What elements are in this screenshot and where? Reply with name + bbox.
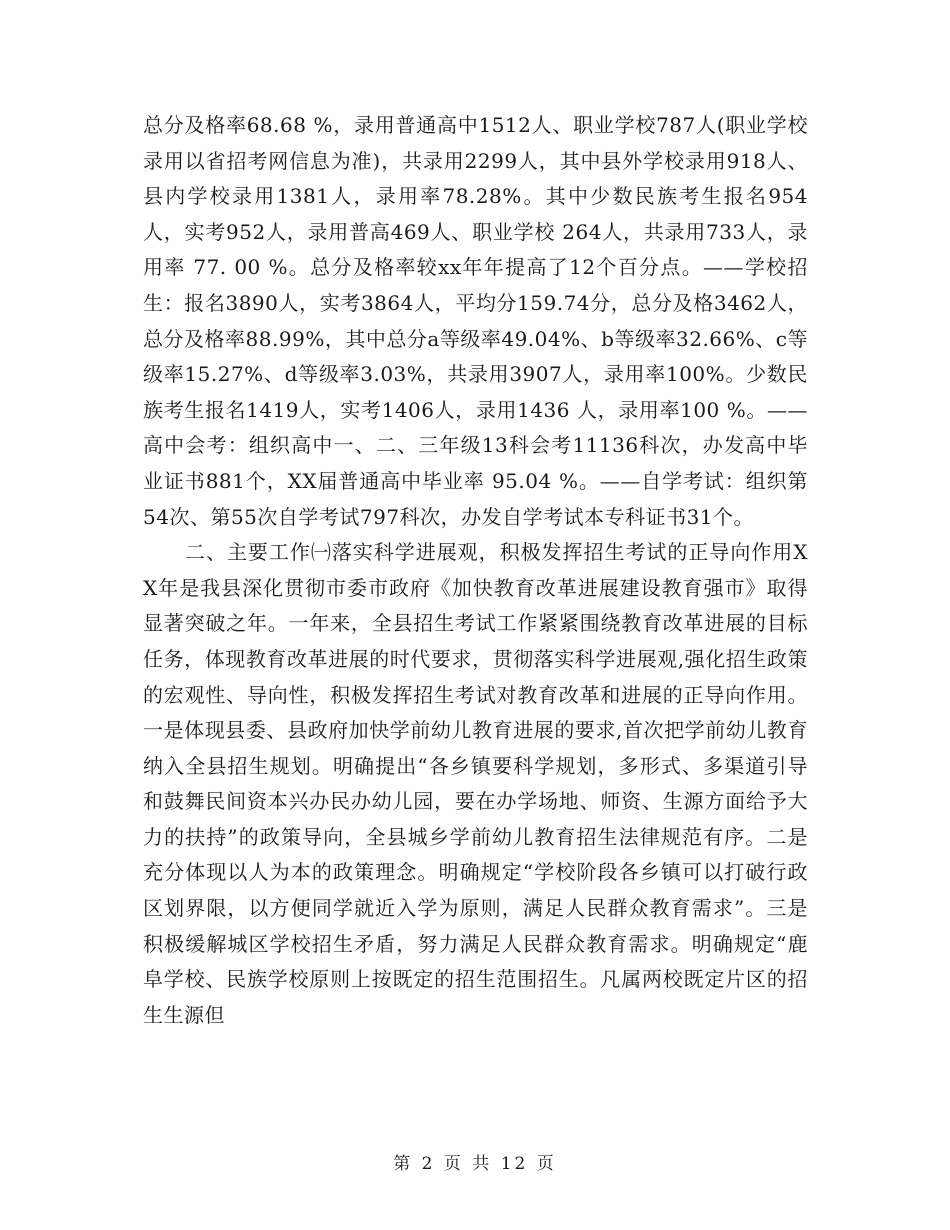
body-paragraph-1: 总分及格率68.68 %，录用普通高中1512人、职业学校787人(职业学校录用以省招考网信息为准)，共录用2299人，其中县外学校录用918人、县内学校录用1381人，录用率78.28%。其中少数民族考生报名954 人，实考952人，录用普高469人、职业学校 264人，共录用733人，录用率 77. 00 %。总分及格率较xx年年提高了12个百分点。——学校招生：报名3890人，实考3864人，平均分159.74分，总分及格3462人，总分及格率88.99%，其中总分a等级率49.04%、b等级率32.66%、c等级率15.27%、d等级率3.03%，共录用3907人，录用率100%。少数民族考生报名1419人，实考1406人，录用1436 人，录用率100 %。——高中会考：组织高中一、二、三年级13科会考11136科次，办发高中毕业证书881个，XX届普通高中毕业率 95.04 %。——自学考试：组织第54次、第55次自学考试797科次，办发自学考试本专科证书31个。 <box>143 113 808 529</box>
page-number-footer: 第 2 页 共 12 页 <box>393 1154 557 1174</box>
document-body <box>143 108 808 1033</box>
body-paragraph-2: 二、主要工作㈠落实科学进展观，积极发挥招生考试的正导向作用XX年是我县深化贯彻市委市政府《加快教育改革进展建设教育强市》取得显著突破之年。一年来，全县招生考试工作紧紧围绕教育改革进展的目标任务，体现教育改革进展的时代要求，贯彻落实科学进展观,强化招生政策的宏观性、导向性，积极发挥招生考试对教育改革和进展的正导向作用。一是体现县委、县政府加快学前幼儿教育进展的要求,首次把学前幼儿教育纳入全县招生规划。明确提出“各乡镇要科学规划，多形式、多渠道引导和鼓舞民间资本兴办民办幼儿园，要在办学场地、师资、生源方面给予大力的扶持”的政策导向，全县城乡学前幼儿教育招生法律规范有序。二是充分体现以人为本的政策理念。明确规定“学校阶段各乡镇可以打破行政区划界限，以方便同学就近入学为原则，满足人民群众教育需求”。三是积极缓解城区学校招生矛盾，努力满足人民群众教育需求。明确规定“鹿阜学校、民族学校原则上按既定的招生范围招生。凡属两校既定片区的招生生源但 <box>143 540 808 1027</box>
